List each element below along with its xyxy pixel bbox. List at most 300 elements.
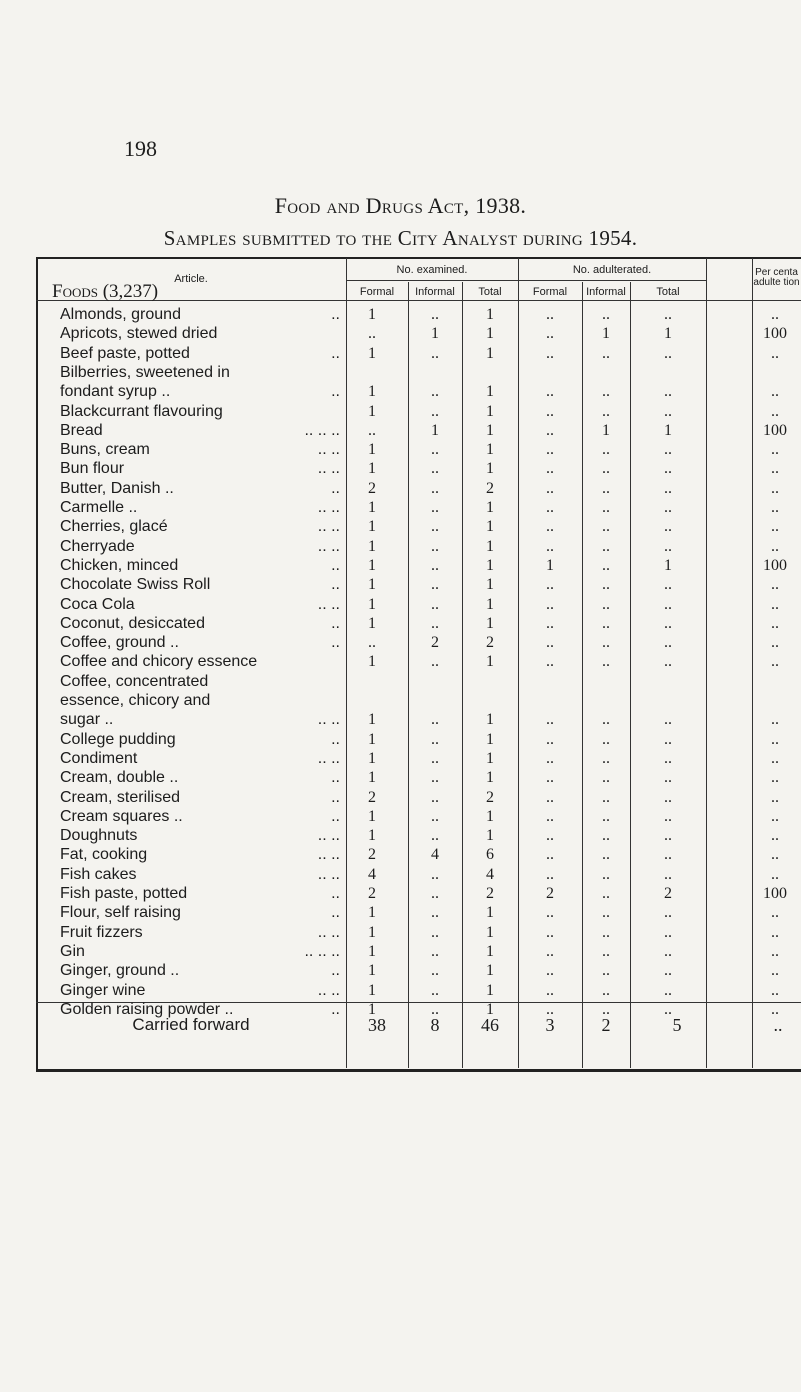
cell-ex-informal: .. bbox=[431, 981, 439, 999]
article-name bbox=[60, 730, 346, 749]
cell-ex-formal: 1 bbox=[368, 576, 376, 594]
article-text: Doughnuts bbox=[60, 827, 138, 845]
footer-ad-total: 5 bbox=[672, 1015, 682, 1035]
cell-ad-total: .. bbox=[664, 749, 672, 767]
cell-pct: .. bbox=[771, 306, 779, 323]
cell-ex-formal: 1 bbox=[368, 344, 376, 362]
table-row bbox=[0, 421, 801, 440]
table-row bbox=[0, 961, 801, 980]
header-informal: Informal bbox=[586, 286, 626, 298]
leader-dots: .. .. bbox=[317, 981, 340, 999]
cell-ex-total: 1 bbox=[486, 827, 494, 845]
cell-ad-formal: .. bbox=[546, 576, 554, 594]
cell-ad-formal: 1 bbox=[546, 556, 554, 574]
cell-ex-formal: .. bbox=[368, 634, 376, 652]
table-row bbox=[0, 691, 801, 710]
article-name bbox=[60, 575, 346, 594]
cell-ad-total: .. bbox=[664, 634, 672, 652]
cell-ex-total: 1 bbox=[486, 325, 494, 343]
leader-dots: .. .. bbox=[317, 827, 340, 845]
article-text: Coffee, concentrated bbox=[60, 672, 209, 690]
table-row bbox=[0, 498, 801, 517]
cell-pct: .. bbox=[771, 634, 779, 652]
article-name bbox=[60, 981, 346, 1000]
cell-ex-formal: 4 bbox=[368, 865, 376, 883]
cell-ad-total: .. bbox=[664, 344, 672, 362]
cell-ex-formal: 1 bbox=[368, 923, 376, 941]
cell-ex-informal: .. bbox=[431, 730, 439, 748]
article-name bbox=[60, 942, 346, 961]
footer-ad-formal: 3 bbox=[545, 1015, 555, 1035]
cell-ad-formal: .. bbox=[546, 904, 554, 922]
article-text: Chicken, minced bbox=[60, 556, 179, 574]
header-no-examined: No. examined. bbox=[396, 264, 468, 276]
cell-ad-informal: 1 bbox=[602, 325, 610, 343]
table-row bbox=[0, 479, 801, 498]
cell-ex-total: 1 bbox=[486, 711, 494, 729]
footer-ex-total: 46 bbox=[481, 1015, 499, 1035]
cell-ex-total: 1 bbox=[486, 981, 494, 999]
article-text: Butter, Danish .. bbox=[60, 479, 174, 497]
cell-ex-informal: .. bbox=[431, 827, 439, 845]
article-text: College pudding bbox=[60, 730, 176, 748]
header-article: Article. bbox=[174, 273, 208, 285]
cell-ex-total: 1 bbox=[486, 653, 494, 671]
leader-dots: .. bbox=[331, 904, 340, 922]
article-name bbox=[60, 556, 346, 575]
cell-ex-total: 1 bbox=[486, 402, 494, 420]
cell-ad-formal: .. bbox=[546, 962, 554, 980]
footer-ad-informal: 2 bbox=[601, 1015, 611, 1035]
cell-pct: .. bbox=[771, 460, 779, 478]
leader-dots: .. .. bbox=[317, 460, 340, 478]
cell-ex-total: 1 bbox=[486, 344, 494, 362]
leader-dots: .. bbox=[331, 556, 340, 574]
cell-ad-total: .. bbox=[664, 788, 672, 806]
cell-ex-formal: 1 bbox=[368, 653, 376, 671]
cell-ex-formal: 1 bbox=[368, 595, 376, 613]
leader-dots: .. .. bbox=[317, 537, 340, 555]
cell-ad-total: .. bbox=[664, 807, 672, 825]
article-text: Gin bbox=[60, 942, 85, 960]
cell-ad-total: .. bbox=[664, 846, 672, 864]
cell-ad-formal: .. bbox=[546, 499, 554, 516]
article-name bbox=[60, 826, 346, 845]
cell-ad-formal: .. bbox=[546, 518, 554, 536]
cell-ad-formal: .. bbox=[546, 769, 554, 787]
footer-pct: .. bbox=[773, 1015, 783, 1035]
article-text: Fish cakes bbox=[60, 865, 137, 883]
cell-pct: .. bbox=[771, 942, 779, 960]
table-row bbox=[0, 324, 801, 343]
cell-ad-informal: .. bbox=[602, 807, 610, 825]
cell-ad-total: .. bbox=[664, 711, 672, 729]
leader-dots: .. bbox=[331, 306, 340, 323]
cell-ex-informal: .. bbox=[431, 402, 439, 420]
leader-dots: .. bbox=[331, 479, 340, 497]
cell-ad-informal: .. bbox=[602, 769, 610, 787]
cell-ex-informal: .. bbox=[431, 383, 439, 401]
page-title: Food and Drugs Act, 1938. bbox=[274, 193, 527, 218]
cell-ex-total: 1 bbox=[486, 769, 494, 787]
cell-ad-informal: .. bbox=[602, 711, 610, 729]
cell-ad-informal: .. bbox=[602, 479, 610, 497]
cell-ex-informal: .. bbox=[431, 885, 439, 902]
cell-ad-formal: .. bbox=[546, 730, 554, 748]
table-row bbox=[0, 749, 801, 768]
cell-ex-formal: .. bbox=[368, 325, 376, 343]
cell-ex-formal: 2 bbox=[368, 788, 376, 806]
article-text: Blackcurrant flavouring bbox=[60, 402, 223, 420]
table-bottom-rule bbox=[36, 1069, 801, 1072]
cell-ex-informal: .. bbox=[431, 923, 439, 941]
article-text: Chocolate Swiss Roll bbox=[60, 576, 211, 594]
cell-ad-total: .. bbox=[664, 576, 672, 594]
cell-ex-informal: .. bbox=[431, 499, 439, 516]
cell-ad-total: .. bbox=[664, 1000, 672, 1018]
article-text: Bun flour bbox=[60, 460, 125, 478]
cell-ad-formal: 2 bbox=[546, 885, 554, 902]
cell-ex-total: 1 bbox=[486, 460, 494, 478]
table-row bbox=[0, 710, 801, 729]
article-text: Fat, cooking bbox=[60, 846, 148, 864]
cell-pct: .. bbox=[771, 518, 779, 536]
cell-ex-formal: 1 bbox=[368, 614, 376, 632]
cell-ad-total: .. bbox=[664, 827, 672, 845]
leader-dots: .. .. bbox=[317, 865, 340, 883]
cell-ex-formal: 1 bbox=[368, 711, 376, 729]
cell-ex-total: 1 bbox=[486, 942, 494, 960]
cell-ex-informal: .. bbox=[431, 962, 439, 980]
article-text: Almonds, ground bbox=[60, 306, 181, 323]
cell-ex-informal: .. bbox=[431, 749, 439, 767]
cell-ex-informal: .. bbox=[431, 653, 439, 671]
leader-dots: .. .. bbox=[317, 499, 340, 516]
header-no-adulterated: No. adulterated. bbox=[572, 264, 652, 276]
article-name bbox=[60, 710, 346, 729]
cell-ad-total: .. bbox=[664, 904, 672, 922]
cell-pct: .. bbox=[771, 499, 779, 516]
article-name bbox=[60, 344, 346, 363]
article-name bbox=[60, 884, 346, 903]
cell-ex-informal: .. bbox=[431, 460, 439, 478]
cell-ex-informal: .. bbox=[431, 344, 439, 362]
article-name bbox=[60, 402, 346, 421]
table-row bbox=[0, 595, 801, 614]
cell-ad-informal: .. bbox=[602, 344, 610, 362]
article-name bbox=[60, 537, 346, 556]
table-row bbox=[0, 788, 801, 807]
cell-ad-informal: .. bbox=[602, 904, 610, 922]
cell-ex-informal: .. bbox=[431, 614, 439, 632]
cell-ad-formal: .. bbox=[546, 827, 554, 845]
cell-ad-informal: .. bbox=[602, 499, 610, 516]
cell-ex-formal: 1 bbox=[368, 306, 376, 323]
cell-pct: .. bbox=[771, 904, 779, 922]
article-text: Coconut, desiccated bbox=[60, 614, 205, 632]
cell-ad-informal: .. bbox=[602, 556, 610, 574]
cell-ex-formal: 1 bbox=[368, 904, 376, 922]
article-text: Cream squares .. bbox=[60, 807, 183, 825]
cell-ad-informal: .. bbox=[602, 402, 610, 420]
cell-ad-informal: .. bbox=[602, 788, 610, 806]
cell-ad-informal: .. bbox=[602, 981, 610, 999]
leader-dots: .. .. .. bbox=[304, 421, 340, 439]
cell-pct: .. bbox=[771, 537, 779, 555]
cell-ex-total: 1 bbox=[486, 383, 494, 401]
leader-dots: .. .. bbox=[317, 595, 340, 613]
cell-ad-total: .. bbox=[664, 537, 672, 555]
page-number: 198 bbox=[124, 136, 157, 161]
cell-ad-formal: .. bbox=[546, 306, 554, 323]
cell-ex-informal: .. bbox=[431, 904, 439, 922]
table-row bbox=[0, 517, 801, 536]
cell-ad-total: .. bbox=[664, 518, 672, 536]
cell-ad-formal: .. bbox=[546, 749, 554, 767]
header-formal: Formal bbox=[532, 286, 568, 298]
article-text: Bilberries, sweetened in bbox=[60, 363, 230, 381]
cell-ad-total: .. bbox=[664, 306, 672, 323]
article-name bbox=[60, 961, 346, 980]
leader-dots: .. bbox=[331, 383, 340, 401]
header-per-centage: Per centa adulte tion bbox=[753, 267, 800, 288]
cell-ad-total: .. bbox=[664, 653, 672, 671]
cell-pct: .. bbox=[771, 402, 779, 420]
cell-pct: .. bbox=[771, 788, 779, 806]
article-name bbox=[60, 479, 346, 498]
cell-ex-informal: .. bbox=[431, 479, 439, 497]
cell-ex-informal: .. bbox=[431, 595, 439, 613]
cell-ex-formal: 2 bbox=[368, 846, 376, 864]
cell-ex-formal: .. bbox=[368, 421, 376, 439]
cell-ad-formal: .. bbox=[546, 923, 554, 941]
table-row bbox=[0, 344, 801, 363]
cell-ex-informal: 2 bbox=[431, 634, 439, 652]
cell-ex-total: 1 bbox=[486, 556, 494, 574]
cell-ad-informal: .. bbox=[602, 923, 610, 941]
cell-ad-total: .. bbox=[664, 942, 672, 960]
cell-ad-formal: .. bbox=[546, 421, 554, 439]
cell-ex-total: 1 bbox=[486, 499, 494, 516]
leader-dots: .. bbox=[331, 769, 340, 787]
cell-ad-total: .. bbox=[664, 923, 672, 941]
cell-ad-total: .. bbox=[664, 981, 672, 999]
article-name bbox=[60, 768, 346, 787]
cell-ad-informal: .. bbox=[602, 749, 610, 767]
cell-ex-total: 4 bbox=[486, 865, 494, 883]
cell-ex-total: 1 bbox=[486, 306, 494, 323]
cell-pct: .. bbox=[771, 730, 779, 748]
cell-ad-formal: .. bbox=[546, 441, 554, 459]
cell-ad-formal: .. bbox=[546, 865, 554, 883]
cell-ex-formal: 1 bbox=[368, 441, 376, 459]
cell-ad-total: .. bbox=[664, 730, 672, 748]
cell-ex-total: 1 bbox=[486, 749, 494, 767]
table-row bbox=[0, 575, 801, 594]
table-top-rule bbox=[36, 257, 801, 259]
cell-pct: .. bbox=[771, 576, 779, 594]
cell-ad-informal: .. bbox=[602, 518, 610, 536]
cell-ex-formal: 1 bbox=[368, 518, 376, 536]
article-text: Cherries, glacé bbox=[60, 518, 168, 536]
cell-ex-total: 1 bbox=[486, 962, 494, 980]
article-text: Golden raising powder .. bbox=[60, 1000, 234, 1018]
cell-ad-informal: .. bbox=[602, 383, 610, 401]
cell-ex-formal: 1 bbox=[368, 499, 376, 516]
table-row bbox=[0, 652, 801, 671]
cell-ex-informal: 4 bbox=[431, 846, 439, 864]
header-informal: Informal bbox=[415, 286, 455, 298]
cell-ex-formal: 1 bbox=[368, 942, 376, 960]
cell-ad-formal: .. bbox=[546, 807, 554, 825]
table-row bbox=[0, 730, 801, 749]
cell-ex-informal: .. bbox=[431, 518, 439, 536]
article-name bbox=[60, 903, 346, 922]
cell-ad-formal: .. bbox=[546, 344, 554, 362]
article-text: Flour, self raising bbox=[60, 904, 181, 922]
cell-pct: .. bbox=[771, 769, 779, 787]
page-subtitle: Samples submitted to the City Analyst during 1954. bbox=[163, 226, 638, 250]
cell-ex-informal: .. bbox=[431, 576, 439, 594]
cell-pct: .. bbox=[771, 962, 779, 980]
cell-pct: 100 bbox=[763, 325, 787, 343]
cell-ad-informal: .. bbox=[602, 827, 610, 845]
article-text: Bread bbox=[60, 421, 103, 439]
table-row bbox=[0, 363, 801, 382]
cell-pct: .. bbox=[771, 711, 779, 729]
cell-ex-informal: .. bbox=[431, 306, 439, 323]
cell-ex-informal: .. bbox=[431, 711, 439, 729]
table-row bbox=[0, 672, 801, 691]
cell-ad-total: 1 bbox=[664, 556, 672, 574]
article-name bbox=[60, 865, 346, 884]
cell-ex-total: 1 bbox=[486, 904, 494, 922]
article-name bbox=[60, 305, 346, 324]
cell-ad-formal: .. bbox=[546, 634, 554, 652]
cell-ad-total: .. bbox=[664, 499, 672, 516]
leader-dots: .. bbox=[331, 1000, 340, 1018]
cell-ad-total: .. bbox=[664, 479, 672, 497]
cell-ex-formal: 1 bbox=[368, 402, 376, 420]
cell-ex-total: 1 bbox=[486, 923, 494, 941]
leader-dots: .. .. bbox=[317, 846, 340, 864]
carried-forward-label: Carried forward bbox=[132, 1015, 250, 1034]
cell-ad-total: .. bbox=[664, 962, 672, 980]
article-name bbox=[60, 421, 346, 440]
article-name bbox=[60, 652, 346, 671]
leader-dots: .. .. bbox=[317, 749, 340, 767]
article-name bbox=[60, 845, 346, 864]
article-name bbox=[60, 749, 346, 768]
table-row bbox=[0, 826, 801, 845]
table-row bbox=[0, 807, 801, 826]
cell-ad-informal: .. bbox=[602, 846, 610, 864]
cell-pct: .. bbox=[771, 653, 779, 671]
table-row bbox=[0, 440, 801, 459]
cell-pct: .. bbox=[771, 827, 779, 845]
cell-ex-total: 2 bbox=[486, 788, 494, 806]
cell-ad-informal: .. bbox=[602, 962, 610, 980]
table-row bbox=[0, 923, 801, 942]
cell-ex-total: 2 bbox=[486, 634, 494, 652]
leader-dots: .. .. bbox=[317, 711, 340, 729]
cell-ad-total: .. bbox=[664, 865, 672, 883]
cell-ex-formal: 1 bbox=[368, 981, 376, 999]
cell-ad-informal: .. bbox=[602, 653, 610, 671]
cell-ad-formal: .. bbox=[546, 942, 554, 960]
cell-ad-total: 1 bbox=[664, 325, 672, 343]
cell-ad-total: .. bbox=[664, 769, 672, 787]
table-row bbox=[0, 884, 801, 903]
cell-ad-formal: .. bbox=[546, 846, 554, 864]
cell-ex-total: 1 bbox=[486, 421, 494, 439]
cell-ex-total: 1 bbox=[486, 807, 494, 825]
cell-ex-formal: 2 bbox=[368, 479, 376, 497]
cell-ad-formal: .. bbox=[546, 595, 554, 613]
cell-ex-informal: .. bbox=[431, 769, 439, 787]
article-text: Apricots, stewed dried bbox=[60, 325, 218, 343]
cell-ad-informal: .. bbox=[602, 614, 610, 632]
cell-ex-informal: .. bbox=[431, 788, 439, 806]
header-formal: Formal bbox=[359, 286, 395, 298]
article-text: Cream, double .. bbox=[60, 769, 179, 787]
cell-pct: .. bbox=[771, 923, 779, 941]
leader-dots: .. bbox=[331, 788, 340, 806]
leader-dots: .. bbox=[331, 730, 340, 748]
table-row bbox=[0, 633, 801, 652]
cell-ex-formal: 1 bbox=[368, 827, 376, 845]
cell-ex-informal: .. bbox=[431, 865, 439, 883]
cell-ad-formal: .. bbox=[546, 614, 554, 632]
cell-ad-informal: .. bbox=[602, 865, 610, 883]
article-text: Coca Cola bbox=[60, 595, 135, 613]
cell-pct: .. bbox=[771, 441, 779, 459]
leader-dots: .. .. bbox=[317, 518, 340, 536]
cell-ad-informal: .. bbox=[602, 730, 610, 748]
table-row bbox=[0, 942, 801, 961]
leader-dots: .. bbox=[331, 344, 340, 362]
cell-ad-formal: .. bbox=[546, 460, 554, 478]
article-name bbox=[60, 672, 346, 691]
leader-dots: .. bbox=[331, 614, 340, 632]
table-row bbox=[0, 768, 801, 787]
cell-pct: .. bbox=[771, 479, 779, 497]
article-text: essence, chicory and bbox=[60, 692, 211, 709]
cell-ex-total: 2 bbox=[486, 885, 494, 902]
leader-dots: .. .. .. bbox=[304, 942, 340, 960]
cell-ad-total: 1 bbox=[664, 421, 672, 439]
cell-ex-total: 1 bbox=[486, 518, 494, 536]
cell-ex-total: 2 bbox=[486, 479, 494, 497]
cell-pct: 100 bbox=[763, 421, 787, 439]
cell-ex-total: 1 bbox=[486, 1000, 494, 1018]
article-name bbox=[60, 498, 346, 517]
leader-dots: .. .. bbox=[317, 923, 340, 941]
table-row bbox=[0, 981, 801, 1000]
section-label: Foods (3,237) bbox=[52, 281, 159, 302]
cell-ad-formal: .. bbox=[546, 325, 554, 343]
leader-dots: .. .. bbox=[317, 441, 340, 459]
cell-ad-informal: .. bbox=[602, 885, 610, 902]
cell-ad-formal: .. bbox=[546, 981, 554, 999]
cell-ad-formal: .. bbox=[546, 653, 554, 671]
cell-ad-formal: .. bbox=[546, 537, 554, 555]
header-total: Total bbox=[478, 286, 502, 298]
article-text: Coffee, ground .. bbox=[60, 634, 179, 652]
cell-ad-total: .. bbox=[664, 460, 672, 478]
cell-ad-total: .. bbox=[664, 614, 672, 632]
cell-ex-informal: .. bbox=[431, 942, 439, 960]
